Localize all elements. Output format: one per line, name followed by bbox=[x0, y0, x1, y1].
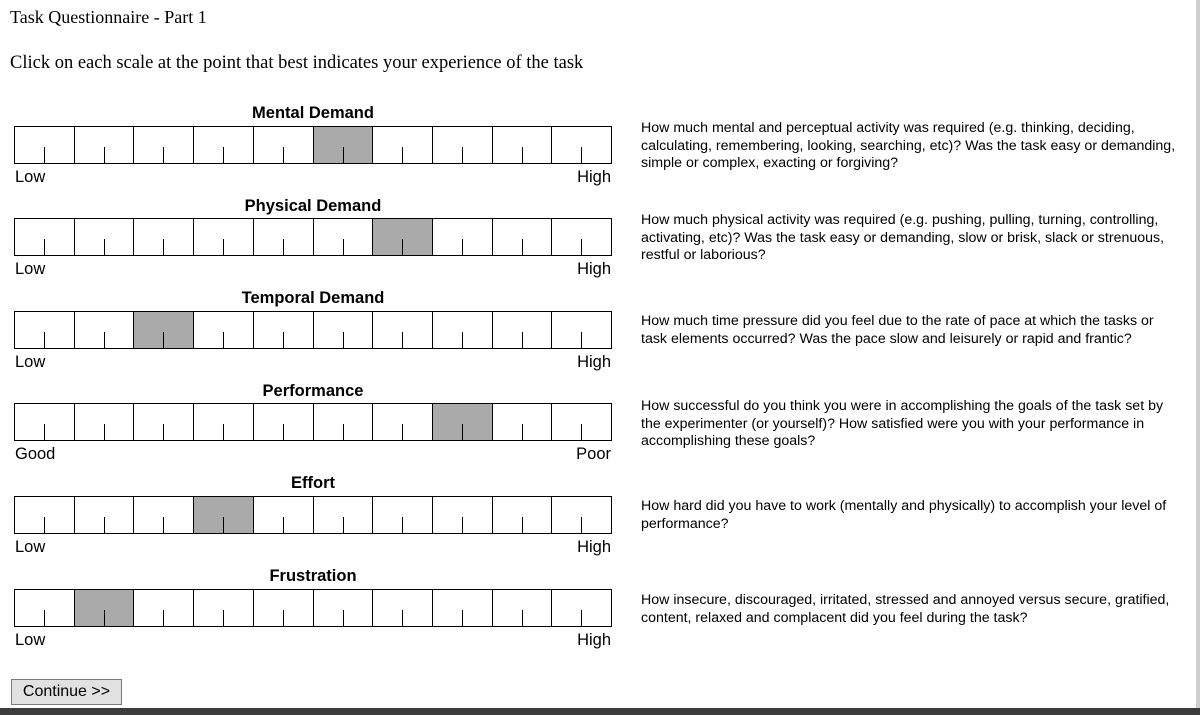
description-line: activating, etc)? Was the task easy or demanding, slow or brisk, slack or strenuous, bbox=[641, 229, 1165, 246]
scale-high-label: High bbox=[577, 353, 611, 371]
scale-cell-selected[interactable] bbox=[433, 404, 493, 440]
tick-mark bbox=[104, 424, 105, 440]
scale-cell[interactable] bbox=[15, 590, 75, 626]
scale-cell[interactable] bbox=[15, 497, 75, 533]
scale-cell[interactable] bbox=[134, 404, 194, 440]
tick-mark bbox=[104, 239, 105, 255]
tick-mark bbox=[283, 147, 284, 163]
rating-scale bbox=[14, 218, 612, 256]
scale-cell[interactable] bbox=[433, 497, 493, 533]
scale-cell[interactable] bbox=[552, 219, 612, 255]
scale-cell[interactable] bbox=[134, 590, 194, 626]
scale-cell[interactable] bbox=[254, 497, 314, 533]
tick-mark bbox=[223, 424, 224, 440]
scale-cell[interactable] bbox=[552, 312, 612, 348]
tick-mark bbox=[223, 147, 224, 163]
scale-cell[interactable] bbox=[314, 590, 374, 626]
tick-mark bbox=[283, 424, 284, 440]
scale-description bbox=[641, 120, 1200, 173]
scale-description bbox=[641, 212, 1200, 265]
tick-mark bbox=[581, 610, 582, 626]
tick-mark bbox=[581, 332, 582, 348]
tick-mark bbox=[462, 424, 463, 440]
description-line: restful or laborious? bbox=[641, 247, 766, 264]
scale-cell[interactable] bbox=[314, 219, 374, 255]
scale-description bbox=[641, 313, 1200, 348]
scale-low-label: Low bbox=[15, 353, 46, 371]
tick-mark bbox=[223, 610, 224, 626]
tick-mark bbox=[343, 147, 344, 163]
scale-cell[interactable] bbox=[493, 312, 553, 348]
tick-mark bbox=[522, 239, 523, 255]
scale-high-label: High bbox=[577, 260, 611, 278]
scale-cell[interactable] bbox=[493, 497, 553, 533]
tick-mark bbox=[104, 610, 105, 626]
scale-high-label: High bbox=[577, 168, 611, 186]
tick-mark bbox=[104, 147, 105, 163]
scale-cell[interactable] bbox=[15, 404, 75, 440]
scale-title: Frustration bbox=[269, 567, 357, 585]
scale-low-label: Low bbox=[15, 631, 46, 649]
tick-mark bbox=[462, 147, 463, 163]
scale-cell[interactable] bbox=[254, 312, 314, 348]
scale-cell[interactable] bbox=[493, 404, 553, 440]
scale-cell[interactable] bbox=[75, 312, 135, 348]
description-line: How much time pressure did you feel due to the rate of pace at which the tasks or bbox=[641, 313, 1154, 329]
scale-cell[interactable] bbox=[433, 127, 493, 163]
scale-cell[interactable] bbox=[493, 590, 553, 626]
tick-mark bbox=[44, 610, 45, 626]
tick-mark bbox=[223, 332, 224, 348]
scale-cell[interactable] bbox=[373, 127, 433, 163]
tick-mark bbox=[522, 147, 523, 163]
scale-title: Temporal Demand bbox=[241, 289, 385, 307]
scale-high-label: High bbox=[577, 631, 611, 649]
scale-cell[interactable] bbox=[75, 404, 135, 440]
tick-mark bbox=[104, 332, 105, 348]
description-line: simple or complex, exacting or forgiving? bbox=[641, 155, 899, 172]
tick-mark bbox=[283, 517, 284, 533]
tick-mark bbox=[522, 610, 523, 626]
scale-cell[interactable] bbox=[552, 590, 612, 626]
tick-mark bbox=[581, 517, 582, 533]
scale-cell[interactable] bbox=[194, 219, 254, 255]
description-line: How hard did you have to work (mentally and physically) to accomplish your level of bbox=[641, 498, 1167, 514]
tick-mark bbox=[402, 610, 403, 626]
tick-mark bbox=[163, 332, 164, 348]
scale-cell[interactable] bbox=[373, 404, 433, 440]
scale-cell-selected[interactable] bbox=[75, 590, 135, 626]
scale-cell[interactable] bbox=[75, 497, 135, 533]
tick-mark bbox=[581, 239, 582, 255]
tick-mark bbox=[522, 332, 523, 348]
tick-mark bbox=[44, 147, 45, 163]
scale-cell[interactable] bbox=[194, 590, 254, 626]
scale-cell[interactable] bbox=[493, 127, 553, 163]
scale-cell[interactable] bbox=[314, 312, 374, 348]
tick-mark bbox=[402, 332, 403, 348]
tick-mark bbox=[44, 332, 45, 348]
scale-cell[interactable] bbox=[134, 127, 194, 163]
scale-cell[interactable] bbox=[75, 219, 135, 255]
tick-mark bbox=[163, 517, 164, 533]
scale-high-label: High bbox=[577, 538, 611, 556]
tick-mark bbox=[522, 424, 523, 440]
scale-cell[interactable] bbox=[373, 590, 433, 626]
scale-cell[interactable] bbox=[373, 312, 433, 348]
scale-cell[interactable] bbox=[254, 219, 314, 255]
tick-mark bbox=[223, 517, 224, 533]
scale-cell[interactable] bbox=[433, 312, 493, 348]
scale-cell[interactable] bbox=[194, 127, 254, 163]
scale-cell[interactable] bbox=[433, 590, 493, 626]
description-line: How insecure, discouraged, irritated, stressed and annoyed versus secure, gratified, bbox=[641, 592, 1170, 608]
tick-mark bbox=[581, 424, 582, 440]
tick-mark bbox=[163, 610, 164, 626]
description-line: the experimenter (or yourself)? How satisfied were you with your performance in bbox=[641, 415, 1145, 432]
scale-low-label: Low bbox=[15, 260, 46, 278]
scale-cell[interactable] bbox=[75, 127, 135, 163]
scale-cell[interactable] bbox=[15, 219, 75, 255]
scale-cell[interactable] bbox=[314, 404, 374, 440]
tick-mark bbox=[462, 332, 463, 348]
continue-button[interactable]: Continue >> bbox=[11, 679, 122, 705]
rating-scale bbox=[14, 589, 612, 627]
tick-mark bbox=[283, 239, 284, 255]
tick-mark bbox=[343, 610, 344, 626]
tick-mark bbox=[343, 424, 344, 440]
tick-mark bbox=[163, 239, 164, 255]
scale-cell[interactable] bbox=[254, 127, 314, 163]
scale-cell[interactable] bbox=[134, 497, 194, 533]
scale-cell[interactable] bbox=[433, 219, 493, 255]
instructions-text: Click on each scale at the point that best indicates your experience of the task bbox=[10, 53, 584, 73]
tick-mark bbox=[581, 147, 582, 163]
scale-low-label: Low bbox=[15, 538, 46, 556]
tick-mark bbox=[283, 332, 284, 348]
tick-mark bbox=[44, 239, 45, 255]
scale-cell-selected[interactable] bbox=[314, 127, 374, 163]
tick-mark bbox=[223, 239, 224, 255]
scale-title: Effort bbox=[291, 474, 335, 492]
scale-low-label: Low bbox=[15, 168, 46, 186]
scale-cell[interactable] bbox=[552, 497, 612, 533]
tick-mark bbox=[104, 517, 105, 533]
tick-mark bbox=[343, 239, 344, 255]
tick-mark bbox=[462, 610, 463, 626]
scale-high-label: Poor bbox=[576, 445, 611, 463]
tick-mark bbox=[44, 517, 45, 533]
scale-cell[interactable] bbox=[134, 219, 194, 255]
scale-cell[interactable] bbox=[194, 312, 254, 348]
description-line: accomplishing these goals? bbox=[641, 433, 816, 450]
description-line: How much physical activity was required (e.g. pushing, pulling, turning, controlling, bbox=[641, 212, 1159, 228]
scale-cell[interactable] bbox=[552, 127, 612, 163]
scale-description bbox=[641, 592, 1200, 627]
window-edge bbox=[1196, 0, 1200, 708]
bottom-bar bbox=[0, 708, 1200, 715]
rating-scale bbox=[14, 496, 612, 534]
tick-mark bbox=[163, 424, 164, 440]
tick-mark bbox=[462, 517, 463, 533]
scale-cell[interactable] bbox=[15, 312, 75, 348]
scale-description bbox=[641, 398, 1200, 451]
tick-mark bbox=[402, 147, 403, 163]
tick-mark bbox=[402, 239, 403, 255]
rating-scale bbox=[14, 311, 612, 349]
scale-low-label: Good bbox=[15, 445, 56, 463]
description-line: calculating, remembering, looking, searching, etc)? Was the task easy or demanding, bbox=[641, 137, 1176, 154]
page-title: Task Questionnaire - Part 1 bbox=[10, 7, 207, 27]
scale-cell-selected[interactable] bbox=[194, 497, 254, 533]
tick-mark bbox=[402, 424, 403, 440]
scale-description bbox=[641, 498, 1200, 533]
scale-cell[interactable] bbox=[254, 590, 314, 626]
scale-title: Mental Demand bbox=[252, 104, 374, 122]
scale-title: Performance bbox=[262, 382, 364, 400]
description-line: How successful do you think you were in accomplishing the goals of the task set by bbox=[641, 398, 1164, 414]
tick-mark bbox=[163, 147, 164, 163]
scale-cell[interactable] bbox=[373, 497, 433, 533]
description-line: content, relaxed and complacent did you feel during the task? bbox=[641, 609, 1028, 626]
tick-mark bbox=[522, 517, 523, 533]
scale-cell-selected[interactable] bbox=[134, 312, 194, 348]
scale-cell[interactable] bbox=[493, 219, 553, 255]
description-line: performance? bbox=[641, 515, 729, 532]
description-line: How much mental and perceptual activity was required (e.g. thinking, deciding, bbox=[641, 120, 1135, 136]
tick-mark bbox=[343, 332, 344, 348]
rating-scale bbox=[14, 403, 612, 441]
scale-cell[interactable] bbox=[15, 127, 75, 163]
scale-cell[interactable] bbox=[254, 404, 314, 440]
description-line: task elements occurred? Was the pace slow and leisurely or rapid and frantic? bbox=[641, 330, 1132, 347]
scale-cell[interactable] bbox=[552, 404, 612, 440]
tick-mark bbox=[462, 239, 463, 255]
tick-mark bbox=[402, 517, 403, 533]
scale-cell[interactable] bbox=[194, 404, 254, 440]
tick-mark bbox=[283, 610, 284, 626]
rating-scale bbox=[14, 126, 612, 164]
tick-mark bbox=[44, 424, 45, 440]
scale-cell-selected[interactable] bbox=[373, 219, 433, 255]
scale-title: Physical Demand bbox=[244, 197, 382, 215]
tick-mark bbox=[343, 517, 344, 533]
scale-cell[interactable] bbox=[314, 497, 374, 533]
